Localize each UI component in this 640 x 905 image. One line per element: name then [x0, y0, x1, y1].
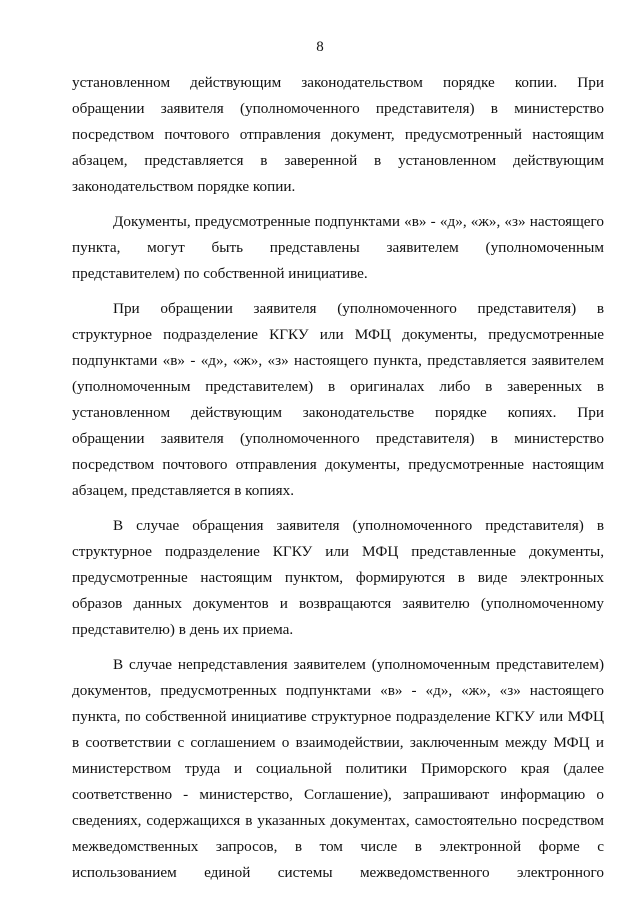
text-line: (уполномоченным представителем) в оригиналах либо в заверенных в	[72, 378, 604, 395]
paragraph-4	[72, 513, 604, 643]
text-line: абзацем, представляется в копиях.	[72, 482, 294, 499]
text-line: законодательством порядке копии.	[72, 178, 296, 195]
paragraph-5	[72, 652, 604, 886]
page-number: 8	[316, 39, 324, 55]
text-line: обращении заявителя (уполномоченного представителя) в министерство	[72, 430, 604, 447]
document-body	[72, 70, 604, 895]
text-line: образов данных документов и возвращаются заявителю (уполномоченному	[72, 595, 604, 612]
text-line: межведомственных запросов, в том числе в электронной форме с	[72, 838, 604, 855]
text-line: использованием единой системы межведомственного электронного	[72, 864, 604, 881]
text-line: абзацем, представляется в заверенной в установленном действующим	[72, 152, 604, 169]
text-line: в соответствии с соглашением о взаимодействии, заключенным между МФЦ и	[72, 734, 604, 751]
paragraph-3	[72, 296, 604, 504]
text-line: Документы, предусмотренные подпунктами «в» - «д», «ж», «з» настоящего	[113, 213, 604, 230]
text-line: подпунктами «в» - «д», «ж», «з» настоящего пункта, представляется заявителем	[72, 352, 604, 369]
text-line: соответственно - министерство, Соглашение), запрашивают информацию о	[72, 786, 604, 803]
text-line: сведениях, содержащихся в указанных документах, самостоятельно посредством	[72, 812, 604, 829]
text-line: посредством почтового отправления документы, предусмотренные настоящим	[72, 456, 604, 473]
text-line: министерством труда и социальной политики Приморского края (далее	[72, 760, 604, 777]
paragraph-2	[72, 209, 604, 287]
text-line: пункта, по собственной инициативе структурное подразделение КГКУ или МФЦ	[72, 708, 604, 725]
text-line: установленном действующим законодательством порядке копии. При	[72, 74, 604, 91]
text-line: представителю) в день их приема.	[72, 621, 294, 638]
text-line: структурное подразделение КГКУ или МФЦ документы, предусмотренные	[72, 326, 604, 343]
text-line: пункта, могут быть представлены заявителем (уполномоченным	[72, 239, 604, 256]
text-line: представителем) по собственной инициативе.	[72, 265, 368, 282]
paragraph-1	[72, 70, 604, 200]
text-line: посредством почтового отправления документ, предусмотренный настоящим	[72, 126, 604, 143]
text-line: структурное подразделение КГКУ или МФЦ представленные документы,	[72, 543, 604, 560]
text-line: При обращении заявителя (уполномоченного представителя) в	[113, 300, 604, 317]
text-line: В случае непредставления заявителем (уполномоченным представителем)	[113, 656, 604, 673]
text-line: установленном действующим законодательстве порядке копиях. При	[72, 404, 604, 421]
text-line: документов, предусмотренных подпунктами «в» - «д», «ж», «з» настоящего	[72, 682, 604, 699]
text-line: обращении заявителя (уполномоченного представителя) в министерство	[72, 100, 604, 117]
text-line: предусмотренные настоящим пунктом, формируются в виде электронных	[72, 569, 604, 586]
text-line: В случае обращения заявителя (уполномоченного представителя) в	[113, 517, 604, 534]
